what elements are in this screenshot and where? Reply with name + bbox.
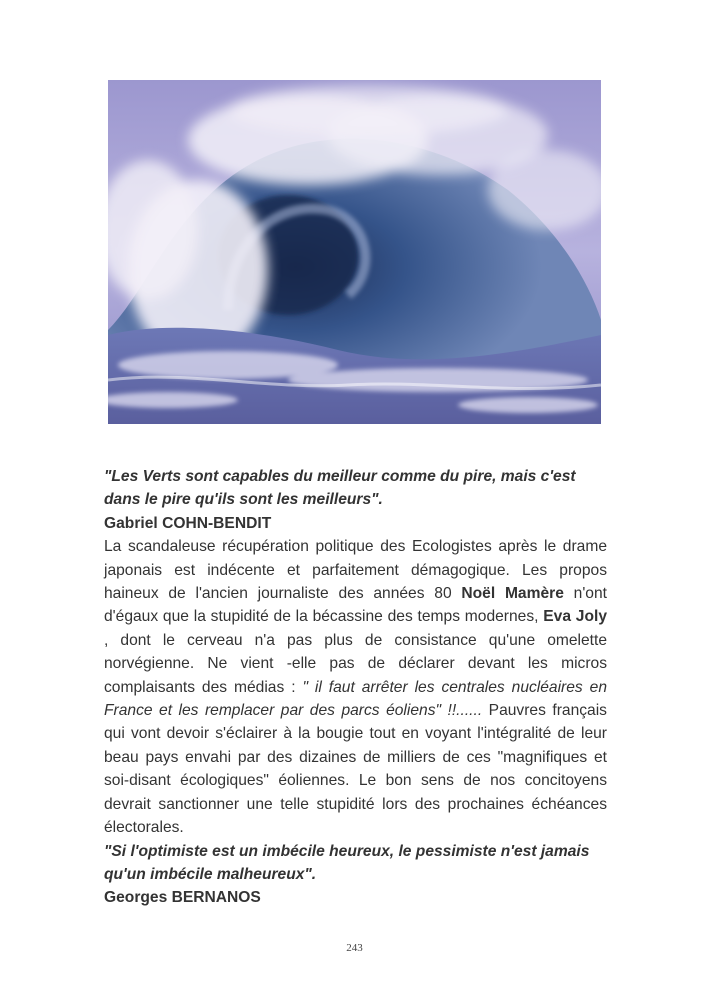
name-eva-joly: Eva Joly [543,608,607,626]
quote-bernanos: "Si l'optimiste est un imbécile heureux, le pessimiste n'est jamais qu'un imbécile malheureux". [104,842,590,883]
body-text-part-2: n'ont d'égaux que la stupidité de la bécassine des temps modernes, [104,585,607,626]
body-text-part-1: La scandaleuse récupération politique des Ecologistes après le drame japonais est indécente et parfaitement démagogique. Les propos haineux de l'ancien journaliste des années 80 [104,538,607,603]
quote-author-bernanos: Georges BERNANOS [104,889,261,907]
ocean-wave-image [108,80,601,424]
article-text [104,465,607,910]
quote-author-cohn-bendit: Gabriel COHN-BENDIT [104,514,272,532]
citation-eva-joly: " il faut arrêter les centrales nucléaires en France et les remplacer par des parcs éoliens" !!...... [104,678,607,720]
quote-cohn-bendit: "Les Verts sont capables du meilleur comme du pire, mais c'est dans le pire qu'ils sont les meilleurs". [104,468,576,509]
body-text-part-3: , dont le cerveau n'a pas plus de consistance qu'une omelette norvégienne. Ne vient -elle pas de déclarer devant les micros complaisants des médias : [104,631,607,696]
page-number: 243 [346,942,363,954]
body-text-part-4: Pauvres français qui vont devoir s'éclairer à la bougie tout en voyant l'intégralité de leur beau pays envahi par des dizaines de milliers de ces "magnifiques et soi-disant écologiques" éoliennes. Le bon sens de nos concitoyens devrait sanctionner une telle stupidité lors des prochaines échéances électorales. [104,702,607,837]
name-noel-mamere: Noël Mamère [461,585,564,603]
body-paragraph [104,535,607,839]
ocean-wave-icon [108,80,601,424]
